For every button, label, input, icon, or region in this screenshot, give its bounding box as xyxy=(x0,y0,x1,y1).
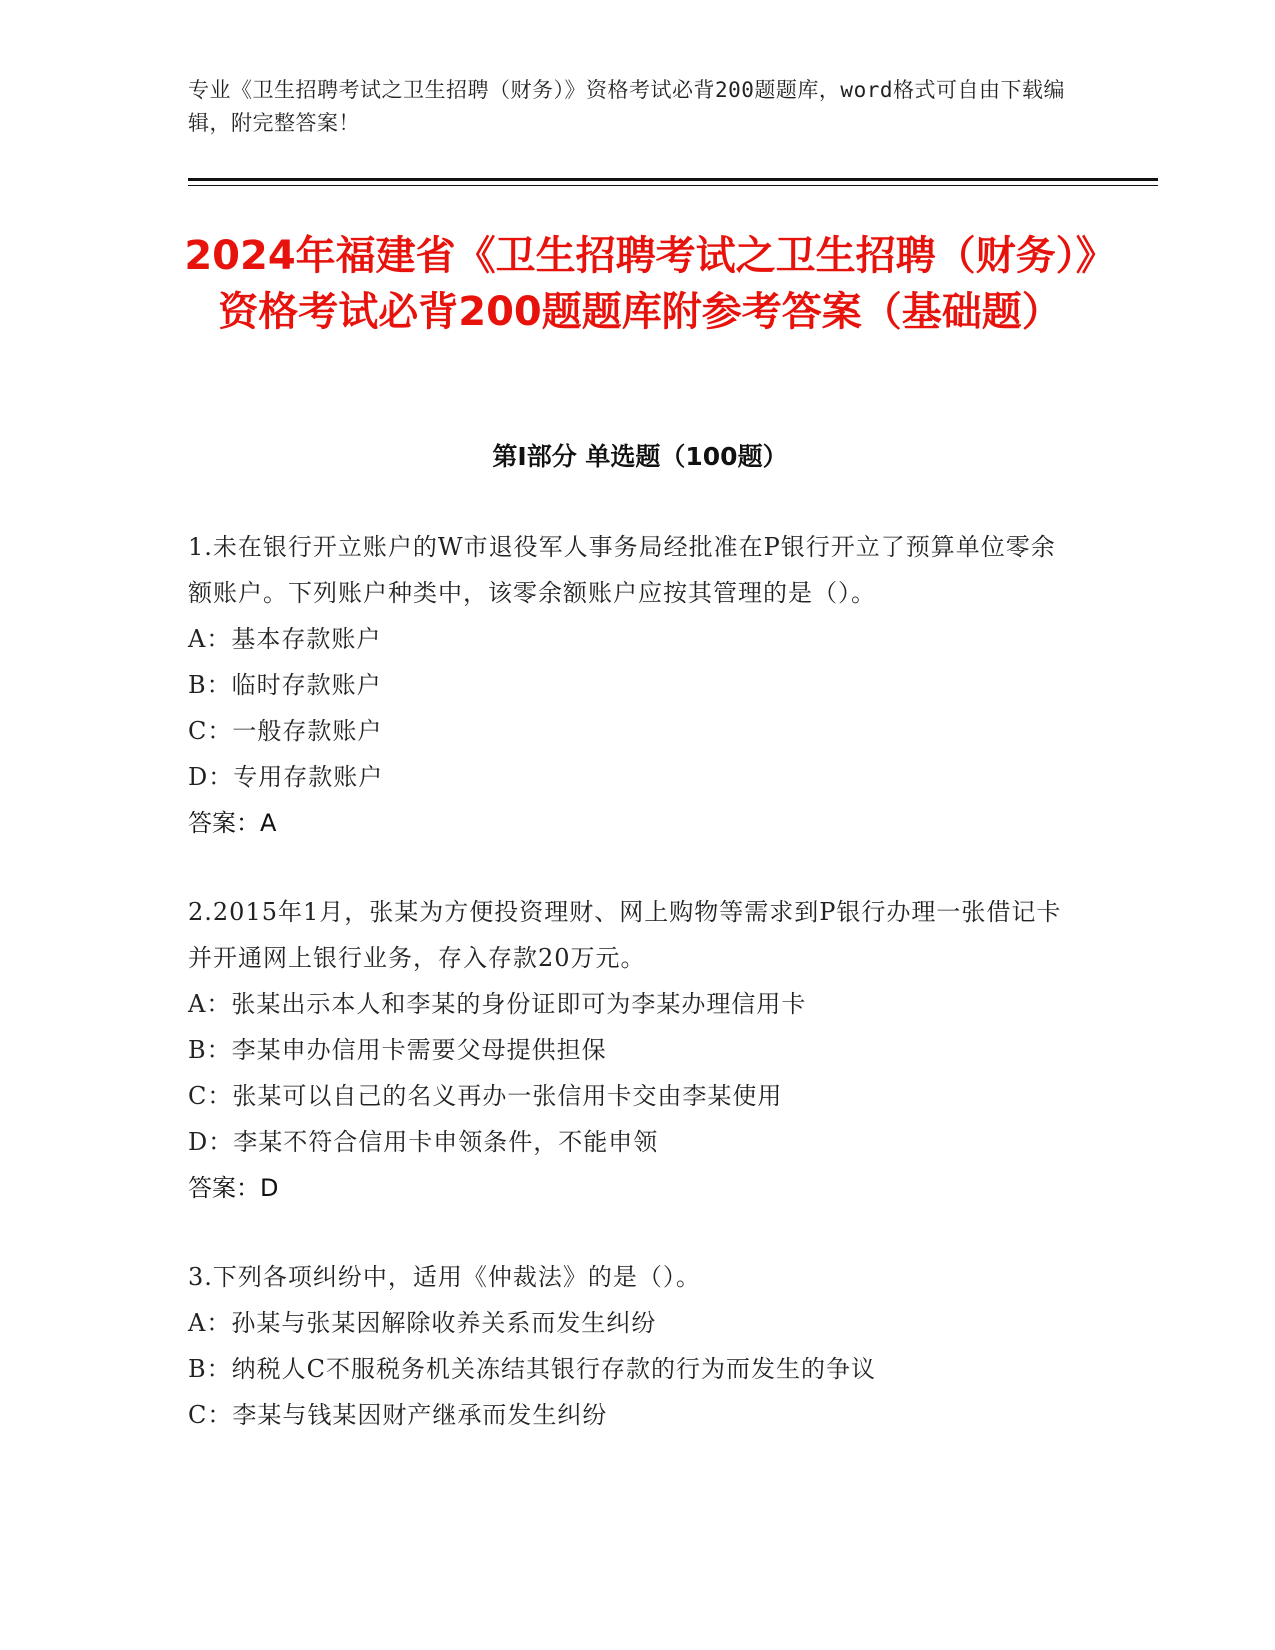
document-title: 2024年福建省《卫生招聘考试之卫生招聘（财务）》资格考试必背200题题库附参考答案（基础题） xyxy=(184,233,1096,335)
header-divider-thick xyxy=(188,178,1158,181)
option-b: B：李某申办信用卡需要父母提供担保 xyxy=(188,1036,607,1064)
option-c: C：张某可以自己的名义再办一张信用卡交由李某使用 xyxy=(188,1082,783,1110)
question-2 xyxy=(188,889,1068,1211)
question-1 xyxy=(188,524,1068,846)
option-b: B：纳税人C不服税务机关冻结其银行存款的行为而发生的争议 xyxy=(188,1355,876,1383)
option-c: C：一般存款账户 xyxy=(188,717,383,745)
answer-line: 答案：A xyxy=(188,809,277,837)
option-b: B：临时存款账户 xyxy=(188,671,382,699)
question-text: 3.下列各项纠纷中，适用《仲裁法》的是（）。 xyxy=(188,1263,701,1291)
answer-line: 答案：D xyxy=(188,1174,279,1202)
question-3 xyxy=(188,1254,1068,1438)
option-d: D：专用存款账户 xyxy=(188,763,384,791)
option-c: C：李某与钱某因财产继承而发生纠纷 xyxy=(188,1401,608,1429)
section-heading: 第I部分 单选题（100题） xyxy=(492,442,788,471)
option-a: A：孙某与张某因解除收养关系而发生纠纷 xyxy=(188,1309,657,1337)
option-d: D：李某不符合信用卡申领条件，不能申领 xyxy=(188,1128,659,1156)
question-text: 1.未在银行开立账户的W市退役军人事务局经批准在P银行开立了预算单位零余额账户。下列账户种类中，该零余额账户应按其管理的是（）。 xyxy=(188,533,1056,607)
header-divider-thin xyxy=(188,185,1158,186)
header-note: 专业《卫生招聘考试之卫生招聘（财务）》资格考试必背200题题库，word格式可自由下载编辑，附完整答案！ xyxy=(188,78,1065,135)
question-list xyxy=(188,524,1068,1481)
option-a: A：基本存款账户 xyxy=(188,625,382,653)
option-a: A：张某出示本人和李某的身份证即可为李某办理信用卡 xyxy=(188,990,807,1018)
question-text: 2.2015年1月，张某为方便投资理财、网上购物等需求到P银行办理一张借记卡并开通网上银行业务，存入存款20万元。 xyxy=(188,898,1062,972)
